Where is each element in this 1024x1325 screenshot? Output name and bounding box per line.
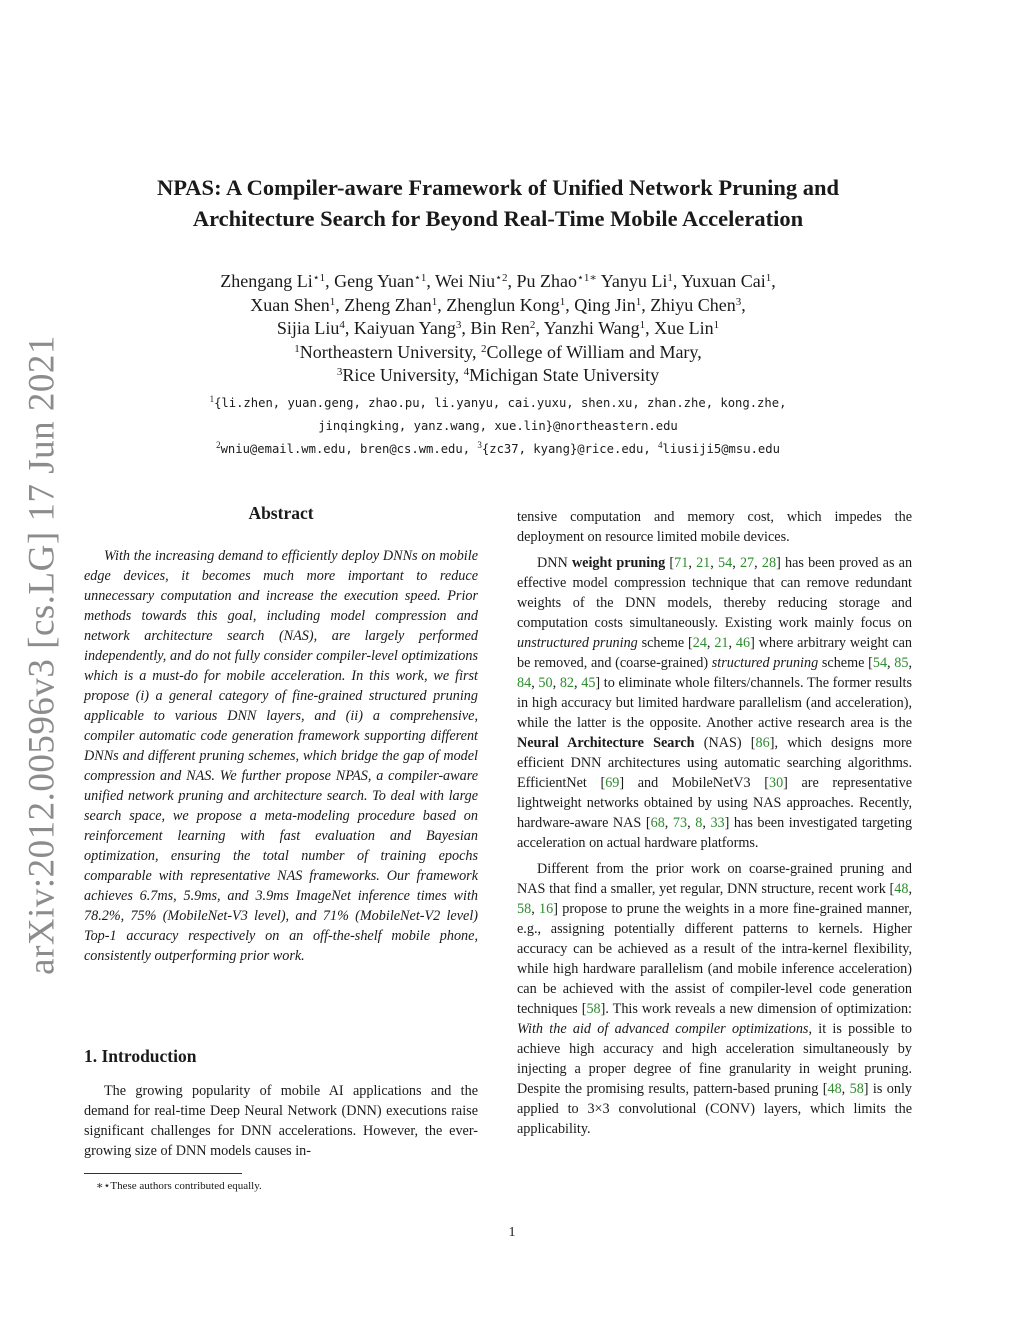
citation-separator: , <box>710 555 719 571</box>
citation-separator: , <box>732 555 740 571</box>
author-line-3 <box>100 317 896 341</box>
author-mark: 1 <box>765 272 772 284</box>
email-text: jinqingking, yanz.wang, xue.lin}@northeastern.edu <box>318 419 678 433</box>
author-name: , Zhenglun Kong <box>437 294 560 315</box>
author-mark: 1 <box>667 272 673 284</box>
arxiv-identifier <box>14 335 70 975</box>
body-text: Different from the prior work on coarse-grained pruning and NAS that find a smaller, yet regular, DNN structure, recent work [ <box>517 861 912 897</box>
body-text: ] propose to prune the weights in a more fine-grained manner, e.g., assigning potentially different patterns to kernels. Higher accuracy can be achieved as a result of the intra-kernel flexibility, while high hardware parallelism (and mobile inference acceleration) can be achieved with the assist of compiler-level code generation techniques [ <box>517 901 913 1017</box>
author-mark: 4 <box>339 319 345 331</box>
author-mark: 3 <box>735 295 742 308</box>
author-name: Xuan Shen <box>250 294 330 315</box>
author-separator: , <box>741 294 746 315</box>
citation-link[interactable]: 8 <box>695 815 703 831</box>
author-name: , Kaiyuan Yang <box>344 318 456 338</box>
affiliation-name: Rice University, <box>342 365 464 385</box>
citation-link[interactable]: 21 <box>696 555 711 571</box>
citation-link[interactable]: 58 <box>849 1081 864 1097</box>
affiliation-mark: 4 <box>463 366 470 378</box>
citation-link[interactable]: 45 <box>581 675 596 691</box>
author-block <box>100 270 896 388</box>
introduction-body: The growing popularity of mobile AI applications and the demand for real-time Deep Neural Network (DNN) executions raise significant challenges for DNN accelerations. However, the ever-growing size of DNN models causes in- <box>84 1083 478 1159</box>
citation-link[interactable]: 58 <box>517 901 532 917</box>
paragraph-pruning-nas <box>517 553 912 853</box>
author-name: , Pu Zhao <box>507 271 577 291</box>
author-line-1 <box>100 270 896 294</box>
emphasis-text: weight pruning <box>571 555 666 571</box>
section-heading-introduction: 1. Introduction <box>84 1046 197 1066</box>
arxiv-identifier-text: arXiv:2012.00596v3 [cs.LG] 17 Jun 2021 <box>21 335 63 975</box>
emphasis-text: structured pruning <box>711 655 819 671</box>
citation-separator: , <box>728 635 736 651</box>
author-mark: 1 <box>431 295 438 308</box>
citation-link[interactable]: 86 <box>755 735 770 751</box>
email-mark: 4 <box>658 440 663 450</box>
author-mark: 1 <box>639 319 646 331</box>
citation-link[interactable]: 82 <box>559 675 574 691</box>
author-name: Sijia Liu <box>276 318 340 338</box>
citation-link[interactable]: 50 <box>538 675 553 691</box>
author-name: , Wei Niu <box>426 271 496 291</box>
footnote-rule <box>84 1173 242 1174</box>
citation-link[interactable]: 73 <box>672 815 688 831</box>
author-name: , Zheng Zhan <box>335 294 432 315</box>
author-name: , Yanzhi Wang <box>535 318 640 338</box>
body-text: ] where arbitrary weight can be removed, and (coarse-grained) <box>517 635 913 671</box>
body-text: DNN <box>537 555 572 571</box>
citation-link[interactable]: 54 <box>872 655 888 671</box>
abstract-heading: Abstract <box>248 503 314 523</box>
author-mark: ⋆1 <box>413 272 427 284</box>
author-name: Yanyu Li <box>596 271 668 291</box>
author-name: , Xue Lin <box>645 318 714 338</box>
author-mark: ⋆1∗ <box>576 272 597 284</box>
author-mark: 2 <box>529 319 536 331</box>
citation-link[interactable]: 48 <box>894 881 909 897</box>
author-name: , Qing Jin <box>565 294 636 315</box>
citation-separator: , <box>908 655 912 671</box>
author-name: Zhengang Li <box>220 271 313 291</box>
author-mark: ⋆2 <box>495 272 508 284</box>
affiliation-line-1 <box>100 341 896 365</box>
footnote: ∗⋆These authors contributed equally. <box>96 1180 262 1192</box>
citation-separator: , <box>754 555 762 571</box>
citation-link[interactable]: 84 <box>517 675 532 691</box>
email-mark: 3 <box>477 440 482 450</box>
body-text: , it is possible to achieve high accuracy and high acceleration simultaneously by injecting a proper degree of fine granularity in weight pruning. Despite the promising results, pattern-based pruning [ <box>517 1021 912 1097</box>
citation-link[interactable]: 85 <box>894 655 909 671</box>
citation-link[interactable]: 16 <box>539 901 554 917</box>
email-text: wniu@email.wm.edu, bren@cs.wm.edu, <box>220 442 471 456</box>
author-separator: , <box>771 271 776 291</box>
affiliation-mark: 2 <box>481 342 487 355</box>
right-column <box>517 507 912 1145</box>
citation-separator: , <box>702 815 711 831</box>
citation-separator: , <box>841 1081 850 1097</box>
email-text: liusiji5@msu.edu <box>662 442 780 456</box>
author-mark: ⋆1 <box>312 272 326 284</box>
affiliation-mark: 1 <box>294 342 300 355</box>
affiliation-name: Michigan State University <box>469 365 660 385</box>
email-line-3 <box>100 438 896 461</box>
affiliation-mark: 3 <box>336 366 343 378</box>
citation-link[interactable]: 27 <box>739 555 755 571</box>
author-mark: 1 <box>713 319 720 331</box>
author-mark: 1 <box>559 295 566 308</box>
author-mark: 1 <box>635 295 642 308</box>
citation-separator: , <box>688 555 697 571</box>
email-text: {zc37, kyang}@rice.edu, <box>481 442 651 456</box>
paragraph-continuation: tensive computation and memory cost, which impedes the deployment on resource limited mobile devices. <box>517 509 912 545</box>
paragraph-fine-grained <box>517 859 912 1139</box>
citation-link[interactable]: 69 <box>605 775 620 791</box>
citation-link[interactable]: 68 <box>650 815 665 831</box>
citation-link[interactable]: 46 <box>735 635 751 651</box>
citation-link[interactable]: 54 <box>718 555 733 571</box>
citation-link[interactable]: 33 <box>710 815 725 831</box>
author-name: , Geng Yuan <box>325 271 414 291</box>
email-text: {li.zhen, yuan.geng, zhao.pu, li.yanyu, cai.yuxu, shen.xu, zhan.zhe, kong.zhe, <box>214 396 787 410</box>
citation-separator: , <box>531 675 539 691</box>
body-text: ] is only applied to 3×3 convolutional (CONV) layers, which limits the applicability. <box>517 1081 913 1137</box>
body-text: ]. This work reveals a new dimension of optimization: <box>600 1001 912 1017</box>
citation-separator: , <box>664 815 673 831</box>
affiliation-name: College of William and Mary, <box>486 341 702 362</box>
citation-link[interactable]: 48 <box>827 1081 842 1097</box>
citation-separator: , <box>908 881 912 897</box>
email-mark: 1 <box>209 394 215 404</box>
citation-link[interactable]: 71 <box>674 555 689 571</box>
emphasis-text: Neural Architecture Search <box>517 735 695 751</box>
citation-separator: , <box>531 901 540 917</box>
author-mark: 1 <box>329 295 336 308</box>
citation-link[interactable]: 30 <box>768 775 784 791</box>
body-text: ] are representative lightweight networks obtained by using NAS approaches. Recently, hardware-aware NAS [ <box>517 775 912 831</box>
body-text: [ <box>665 555 675 571</box>
emphasis-text: unstructured pruning <box>517 635 638 651</box>
author-line-2 <box>100 294 896 318</box>
citation-separator: , <box>574 675 582 691</box>
citation-link[interactable]: 28 <box>761 555 777 571</box>
email-line-2 <box>100 415 896 438</box>
body-text: ], which designs more efficient DNN architectures using automatic searching algorithms. EfficientNet [ <box>517 735 912 791</box>
email-line-1 <box>100 392 896 415</box>
email-block <box>100 392 896 461</box>
citation-link[interactable]: 21 <box>714 635 729 651</box>
body-text: (NAS) [ <box>694 735 756 751</box>
citation-link[interactable]: 24 <box>692 635 707 651</box>
body-text: scheme [ <box>637 635 693 651</box>
body-text: ] has been investigated targeting acceleration on actual hardware platforms. <box>517 815 913 851</box>
abstract-body: With the increasing demand to efficiently deploy DNNs on mobile edge devices, it becomes much more important to reduce unnecessary computation and increase the execution speed. Prior methods towards this goal, including model compression and network architecture search (NAS), are largely performed independently, and do not fully consider compiler-level optimizations which is a must-do for mobile acceleration. In this work, we first propose (i) a general category of fine-grained structured pruning applicable to various DNN layers, and (ii) a comprehensive, compiler automatic code generation framework supporting different DNNs and different pruning schemes, which bridge the gap of model compression and NAS. We further propose NPAS, a compiler-aware unified network pruning and architecture search. To deal with large search space, we propose a meta-modeling procedure based on reinforcement learning with fast evaluation and Bayesian optimization, ensuring the total number of training epochs comparable with representative NAS frameworks. Our framework achieves 6.7ms, 5.9ms, and 3.9ms ImageNet inference times with 78.2%, 75% (MobileNet-V3 level), and 71% (MobileNet-V2 level) Top-1 accuracy respectively on an off-the-shelf mobile phone, consistently outperforming prior work. <box>84 548 478 964</box>
author-name: , Zhiyu Chen <box>641 294 736 315</box>
citation-separator: , <box>887 655 895 671</box>
body-text: ] to eliminate whole filters/channels. The former results in high accuracy but limited hardware parallelism (and acceleration), while the latter is the opposite. Another active research area is the <box>517 675 912 731</box>
body-text: ] has been proved as an effective model compression technique that can remove redundant weights of the DNN models, thereby reducing storage and computation costs simultaneously. Existing work mainly focus on <box>517 555 913 631</box>
page-number: 1 <box>508 1225 516 1240</box>
author-name: , Bin Ren <box>461 318 530 338</box>
citation-separator: , <box>687 815 696 831</box>
citation-separator: , <box>552 675 560 691</box>
affiliation-line-2 <box>100 364 896 388</box>
author-name: , Yuxuan Cai <box>672 271 766 291</box>
email-mark: 2 <box>216 440 221 450</box>
author-mark: 3 <box>455 319 462 331</box>
citation-link[interactable]: 58 <box>586 1001 601 1017</box>
citation-separator: , <box>706 635 715 651</box>
body-text: scheme [ <box>818 655 873 671</box>
emphasis-text: With the aid of advanced compiler optimizations <box>517 1021 809 1037</box>
body-text: ] and MobileNetV3 [ <box>619 775 769 791</box>
paper-title: NPAS: A Compiler-aware Framework of Unified Network Pruning and Architecture Search for Beyond Real-Time Mobile Acceleration <box>156 175 840 231</box>
affiliation-name: Northeastern University, <box>299 341 482 362</box>
